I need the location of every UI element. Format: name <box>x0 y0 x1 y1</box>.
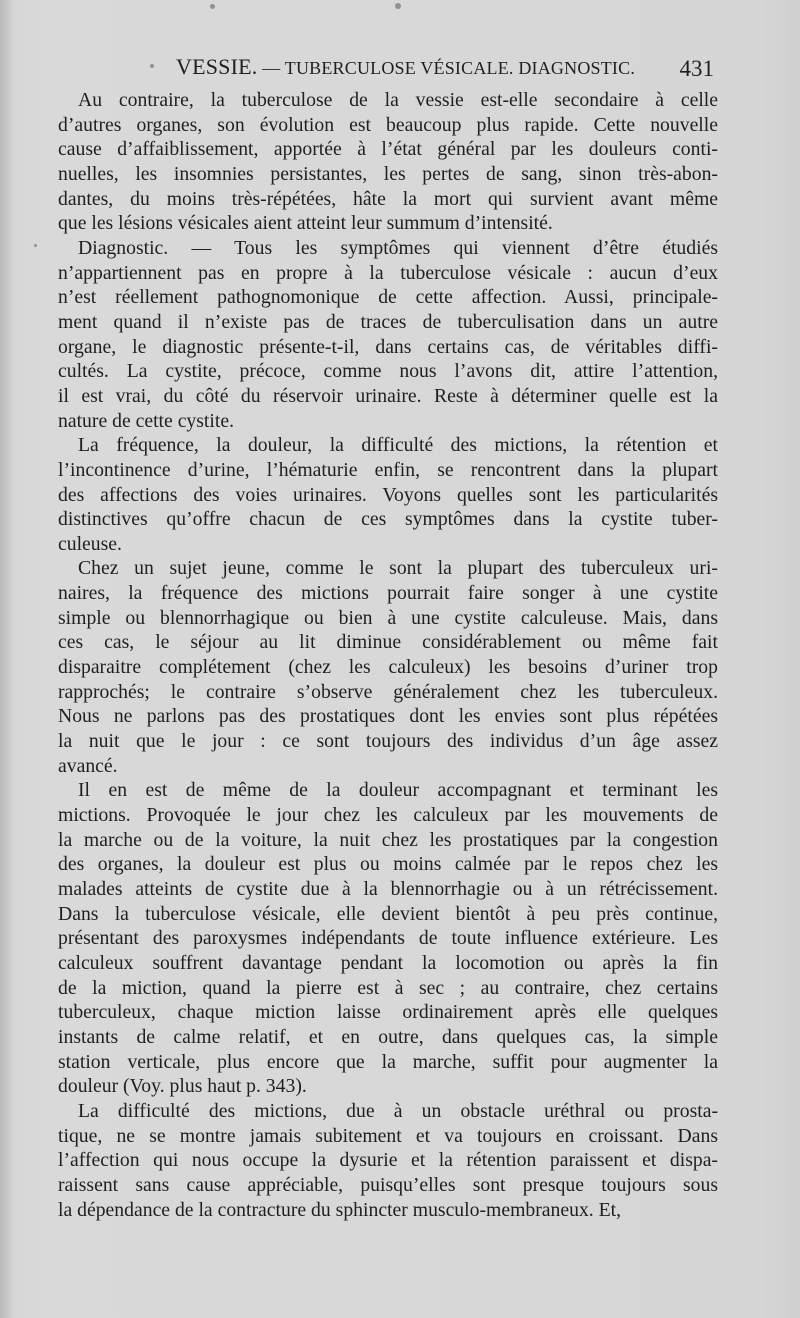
running-title-rest: TUBERCULOSE VÉSICALE. DIAGNOSTIC. <box>284 58 636 78</box>
text-line: n’est réellement pathognomonique de cette affection. Aussi, principale- <box>58 286 718 309</box>
running-header <box>176 48 714 80</box>
text-line: Chez un sujet jeune, comme le sont la plupart des tuberculeux uri- <box>78 557 718 580</box>
text-line: cultés. La cystite, précoce, comme nous l’avons dit, attire l’attention, <box>58 360 718 383</box>
text-line: ces cas, le séjour au lit diminue considérablement ou même fait <box>58 631 718 654</box>
text-line: cause d’affaiblissement, apportée à l’état général par les douleurs conti- <box>58 138 718 161</box>
text-line: rapprochés; le contraire s’observe généralement chez les tuberculeux. <box>58 680 718 703</box>
text-line: des organes, la douleur est plus ou moins calmée par le repos chez les <box>58 853 718 876</box>
text-line: distinctives qu’offre chacun de ces symptômes dans la cystite tuber- <box>58 508 718 531</box>
text-line: station verticale, plus encore que la marche, suffit pour augmenter la <box>58 1050 718 1073</box>
text-line: la marche ou de la voiture, la nuit chez les prostatiques par la congestion <box>58 828 718 851</box>
text-line: ment quand il n’existe pas de traces de tuberculisation dans un autre <box>58 310 718 333</box>
text-line: avancé. <box>58 754 118 777</box>
text-line: raissent sans cause appréciable, puisqu’elles sont presque toujours sous <box>58 1173 718 1196</box>
text-line: La difficulté des mictions, due à un obstacle uréthral ou prosta- <box>78 1099 718 1122</box>
paragraph <box>58 556 718 778</box>
body-text <box>58 88 718 1222</box>
ink-speck <box>150 64 154 68</box>
text-line: Dans la tuberculose vésicale, elle devient bientôt à peu près continue, <box>58 902 718 925</box>
text-line: Diagnostic. — Tous les symptômes qui viennent d’être étudiés <box>78 236 718 259</box>
text-line: dantes, du moins très-répétées, hâte la mort qui survient avant même <box>58 187 718 210</box>
running-title <box>176 54 635 80</box>
text-line: d’autres organes, son évolution est beaucoup plus rapide. Cette nouvelle <box>58 113 718 136</box>
text-line: de la miction, quand la pierre est à sec ; au contraire, chez certains <box>58 976 718 999</box>
ink-speck <box>34 244 37 247</box>
text-line: Il en est de même de la douleur accompagnant et terminant les <box>78 779 718 802</box>
text-line: la nuit que le jour : ce sont toujours des individus d’un âge assez <box>58 730 718 753</box>
text-line: la dépendance de la contracture du sphincter musculo-membraneux. Et, <box>58 1198 622 1221</box>
text-line: des affections des voies urinaires. Voyons quelles sont les particularités <box>58 483 718 506</box>
text-line: organe, le diagnostic présente-t-il, dans certains cas, de véritables diffi- <box>58 335 718 358</box>
page-number: 431 <box>679 56 714 81</box>
text-line: l’incontinence d’urine, l’hématurie enfin, se rencontrent dans la plupart <box>58 458 718 481</box>
text-line: disparaitre complétement (chez les calculeux) les besoins d’uriner trop <box>58 656 718 679</box>
text-line: que les lésions vésicales aient atteint leur summum d’intensité. <box>58 212 553 235</box>
running-title-separator: — <box>257 58 285 78</box>
text-line: Nous ne parlons pas des prostatiques dont les envies sont plus répétées <box>58 705 718 728</box>
paragraph <box>58 236 718 433</box>
text-line: malades atteints de cystite due à la blennorrhagie ou à un rétrécissement. <box>58 878 718 900</box>
text-line: mictions. Provoquée le jour chez les calculeux par les mouvements de <box>58 804 718 827</box>
text-line: Au contraire, la tuberculose de la vessie est-elle secondaire à celle <box>78 89 718 111</box>
paragraph <box>58 778 718 1099</box>
paragraph <box>58 88 718 236</box>
text-line: calculeux souffrent davantage pendant la locomotion ou après la fin <box>58 951 718 974</box>
text-line: tuberculeux, chaque miction laisse ordinairement après elle quelques <box>58 1001 718 1024</box>
running-title-lead: VESSIE. <box>176 54 258 79</box>
text-line: douleur (Voy. plus haut p. 343). <box>58 1075 307 1098</box>
text-line: nuelles, les insomnies persistantes, les pertes de sang, sinon très-abon- <box>58 162 718 185</box>
text-line: culeuse. <box>58 532 122 555</box>
paragraph <box>58 1099 718 1222</box>
text-line: instants de calme relatif, et en outre, dans quelques cas, la simple <box>58 1025 718 1048</box>
text-line: tique, ne se montre jamais subitement et va toujours en croissant. Dans <box>58 1124 718 1147</box>
text-line: n’appartiennent pas en propre à la tuberculose vésicale : aucun d’eux <box>58 261 718 284</box>
text-line: simple ou blennorrhagique ou bien à une cystite calculeuse. Mais, dans <box>58 606 718 629</box>
ink-speck <box>210 4 215 9</box>
text-line: naires, la fréquence des mictions pourrait faire songer à une cystite <box>58 582 718 605</box>
text-line: l’affection qui nous occupe la dysurie et la rétention paraissent et dispa- <box>58 1149 718 1172</box>
text-line: présentant des paroxysmes indépendants de toute influence extérieure. Les <box>58 927 718 950</box>
ink-speck <box>395 3 401 9</box>
text-line: il est vrai, du côté du réservoir urinaire. Reste à déterminer quelle est la <box>58 384 718 407</box>
paragraph <box>58 433 718 556</box>
text-line: nature de cette cystite. <box>58 409 235 432</box>
text-line: La fréquence, la douleur, la difficulté des mictions, la rétention et <box>78 434 718 457</box>
